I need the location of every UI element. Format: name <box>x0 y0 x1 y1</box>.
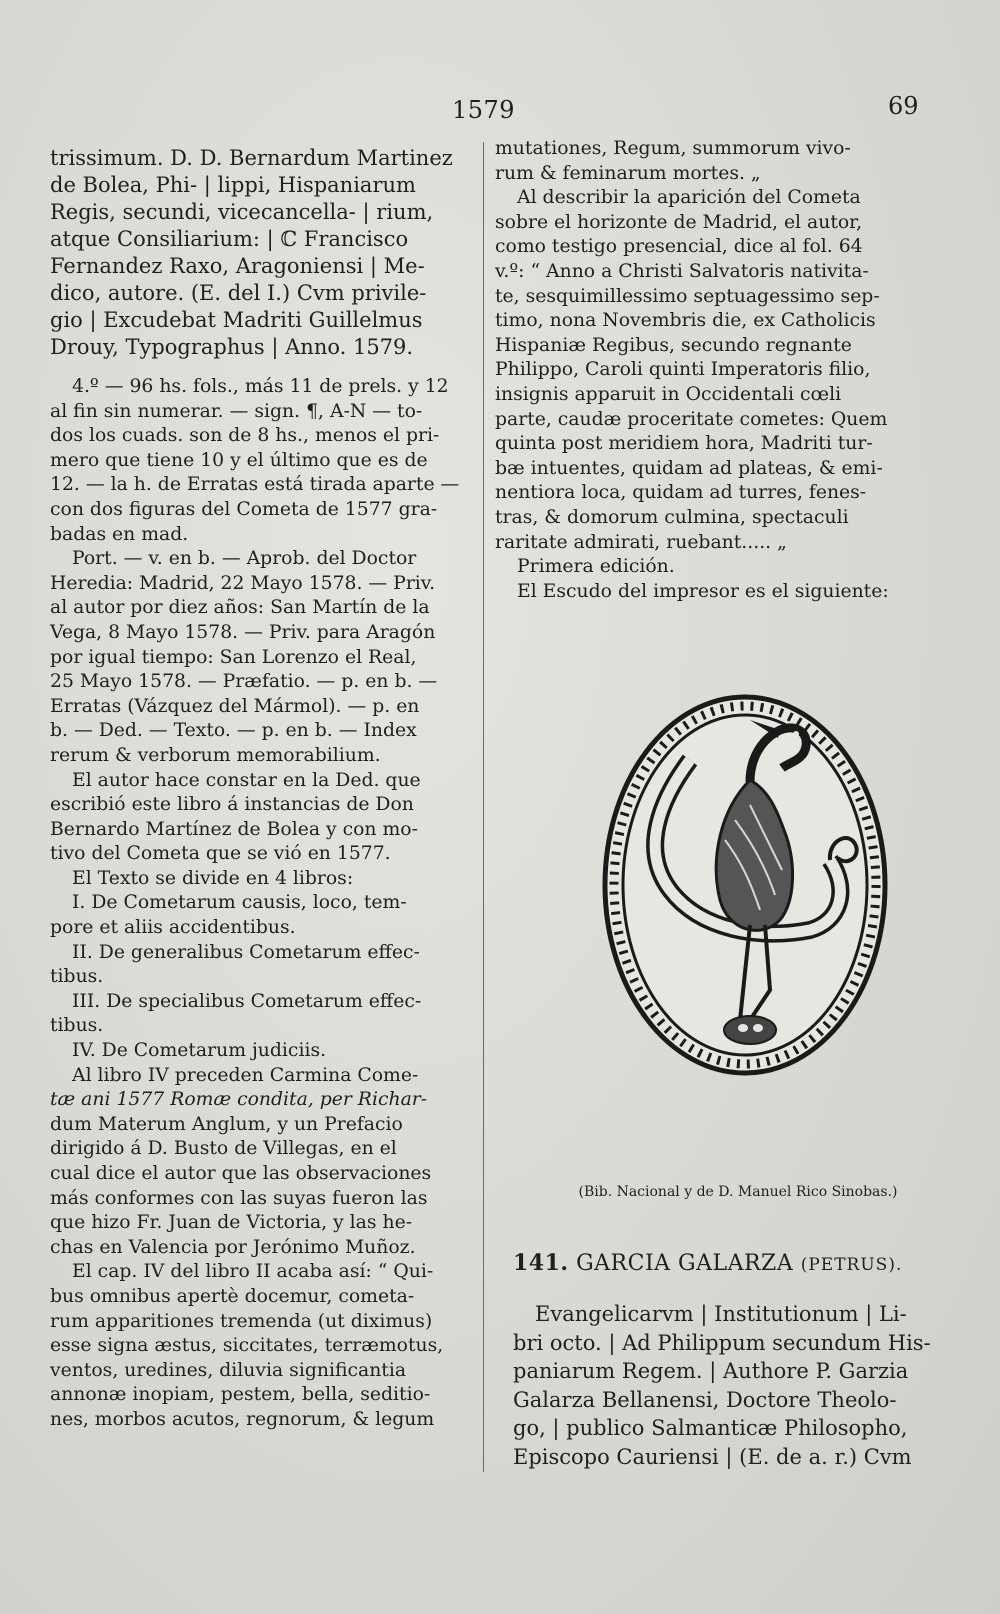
entry-author: GARCIA GALARZA <box>576 1251 794 1276</box>
desc-line: III. De specialibus Cometarum effec- <box>72 990 422 1012</box>
right-line: raritate admirati, ruebant..... „ <box>495 531 787 553</box>
desc-line: al fin sin numerar. — sign. ¶, A-N — to- <box>50 400 423 422</box>
entry-line: paniarum Regem. | Authore P. Garzia <box>513 1359 909 1383</box>
emblem-caption: (Bib. Nacional y de D. Manuel Rico Sinobas.) <box>578 1184 898 1200</box>
desc-line: tibus. <box>50 1015 104 1037</box>
column-divider <box>483 142 484 1472</box>
desc-line: Erratas (Vázquez del Mármol). — p. en <box>50 695 420 717</box>
entry-line: Episcopo Cauriensi | (E. de a. r.) Cvm <box>513 1444 912 1469</box>
title-line: dico, autore. (E. del I.) Cvm privile- <box>50 281 427 305</box>
right-line: tras, & domorum culmina, spectaculi <box>495 506 849 528</box>
desc-line: Al libro IV preceden Carmina Come- <box>72 1064 419 1086</box>
right-line: insignis apparuit in Occidentali cœli <box>495 383 842 405</box>
right-line: rum & feminarum mortes. „ <box>495 162 761 184</box>
desc-line: b. — Ded. — Texto. — p. en b. — Index <box>50 720 417 742</box>
desc-line: chas en Valencia por Jerónimo Muñoz. <box>50 1236 416 1258</box>
desc-line: dum Materum Anglum, y un Prefacio <box>50 1113 403 1135</box>
right-line: nentiora loca, quidam ad turres, fenes- <box>495 482 867 504</box>
desc-line: tivo del Cometa que se vió en 1577. <box>50 843 391 865</box>
crane-woodcut-icon <box>600 690 890 1080</box>
entry-number: 141. <box>513 1250 569 1276</box>
running-head-year: 1579 <box>452 96 516 124</box>
printer-device-emblem <box>600 690 890 1080</box>
right-line: El Escudo del impresor es el siguiente: <box>517 580 889 602</box>
desc-line: bus omnibus apertè docemur, cometa- <box>50 1285 415 1307</box>
desc-line: nes, morbos acutos, regnorum, & legum <box>50 1408 435 1430</box>
right-line: te, sesquimillessimo septuagessimo sep- <box>495 285 880 307</box>
title-transcription <box>50 145 470 361</box>
right-line: timo, nona Novembris die, ex Catholicis <box>495 310 876 332</box>
right-line: Primera edición. <box>517 556 675 578</box>
desc-line: El cap. IV del libro II acaba así: “ Qui- <box>72 1261 434 1283</box>
desc-line: I. De Cometarum causis, loco, tem- <box>72 892 407 914</box>
bibliographic-description <box>50 375 470 1433</box>
desc-line: Heredia: Madrid, 22 Mayo 1578. — Priv. <box>50 572 436 594</box>
desc-line: rum apparitiones tremenda (ut diximus) <box>50 1310 433 1332</box>
desc-line: esse signa æstus, siccitates, terræmotus, <box>50 1335 444 1357</box>
left-column <box>50 145 470 1433</box>
right-line: v.º: “ Anno a Christi Salvatoris nativita- <box>495 260 869 282</box>
desc-line: badas en mad. <box>50 523 189 545</box>
right-line: mutationes, Regum, summorum vivo- <box>495 138 851 159</box>
desc-line: Port. — v. en b. — Aprob. del Doctor <box>72 548 417 570</box>
entry-line: bri octo. | Ad Philippum secundum His- <box>513 1330 931 1355</box>
desc-line: 4.º — 96 hs. fols., más 11 de prels. y 12 <box>72 376 449 397</box>
right-column <box>495 137 915 604</box>
desc-line: annonæ inopiam, pestem, bella, seditio- <box>50 1384 431 1406</box>
desc-line: 12. — la h. de Erratas está tirada aparte — <box>50 474 460 496</box>
desc-line: más conformes con las suyas fueron las <box>50 1187 428 1209</box>
entry-line: go, | publico Salmanticæ Philosopho, <box>513 1416 908 1440</box>
desc-line: cual dice el autor que las observaciones <box>50 1163 432 1184</box>
desc-line: mero que tiene 10 y el último que es de <box>50 449 428 471</box>
right-line: bæ intuentes, quidam ad plateas, & emi- <box>495 457 883 479</box>
desc-line: tæ ani 1577 Romæ condita, per Richar- <box>50 1089 428 1111</box>
right-line: quinta post meridiem hora, Madriti tur- <box>495 433 873 455</box>
right-line: sobre el horizonte de Madrid, el autor, <box>495 211 863 233</box>
desc-line: tibus. <box>50 966 104 988</box>
desc-line: IV. De Cometarum judiciis. <box>72 1040 327 1062</box>
entry-heading <box>513 1250 902 1276</box>
right-line: Philippo, Caroli quinti Imperatoris filio, <box>495 359 871 381</box>
desc-line: rerum & verborum memorabilium. <box>50 744 381 766</box>
title-line: Fernandez Raxo, Aragoniensi | Me- <box>50 254 425 278</box>
page-number: 69 <box>888 92 919 120</box>
desc-line: dos los cuads. son de 8 hs., menos el pri- <box>50 425 440 447</box>
desc-line: II. De generalibus Cometarum effec- <box>72 941 420 963</box>
desc-line: Bernardo Martínez de Bolea y con mo- <box>50 818 418 840</box>
title-line: Regis, secundi, vicecancella- | rium, <box>50 200 434 224</box>
right-line: Hispaniæ Regibus, secundo regnante <box>495 334 852 356</box>
desc-line: al autor por diez años: San Martín de la <box>50 597 430 619</box>
desc-line: que hizo Fr. Juan de Victoria, y las he- <box>50 1212 413 1234</box>
desc-line: pore et aliis accidentibus. <box>50 917 296 939</box>
entry-line: Galarza Bellanensi, Doctore Theolo- <box>513 1387 897 1412</box>
desc-line: Vega, 8 Mayo 1578. — Priv. para Aragón <box>50 621 436 643</box>
entry-author-given-name: (PETRUS). <box>800 1255 903 1275</box>
desc-line: ventos, uredines, diluvia significantia <box>50 1359 407 1381</box>
entry-line: Evangelicarvm | Institutionum | Li- <box>535 1302 907 1326</box>
right-line: Al describir la aparición del Cometa <box>517 187 861 209</box>
desc-line: dirigido á D. Busto de Villegas, en el <box>50 1138 397 1160</box>
entry-title-transcription <box>513 1300 933 1471</box>
desc-line: por igual tiempo: San Lorenzo el Real, <box>50 646 417 668</box>
desc-line: con dos figuras del Cometa de 1577 gra- <box>50 498 438 520</box>
title-line: Drouy, Typographus | Anno. 1579. <box>50 335 414 359</box>
title-line: atque Consiliarium: | ℂ Francisco <box>50 227 409 251</box>
right-line: como testigo presencial, dice al fol. 64 <box>495 236 863 258</box>
desc-line: El autor hace constar en la Ded. que <box>72 769 421 791</box>
desc-line: El Texto se divide en 4 libros: <box>72 867 354 889</box>
desc-line: 25 Mayo 1578. — Præfatio. — p. en b. — <box>50 671 438 693</box>
desc-line: escribió este libro á instancias de Don <box>50 794 414 816</box>
title-line: gio | Excudebat Madriti Guillelmus <box>50 308 423 332</box>
title-line: trissimum. D. D. Bernardum Martinez <box>50 146 453 170</box>
title-line: de Bolea, Phi- | lippi, Hispaniarum <box>50 173 416 197</box>
right-line: parte, caudæ proceritate cometes: Quem <box>495 408 888 430</box>
